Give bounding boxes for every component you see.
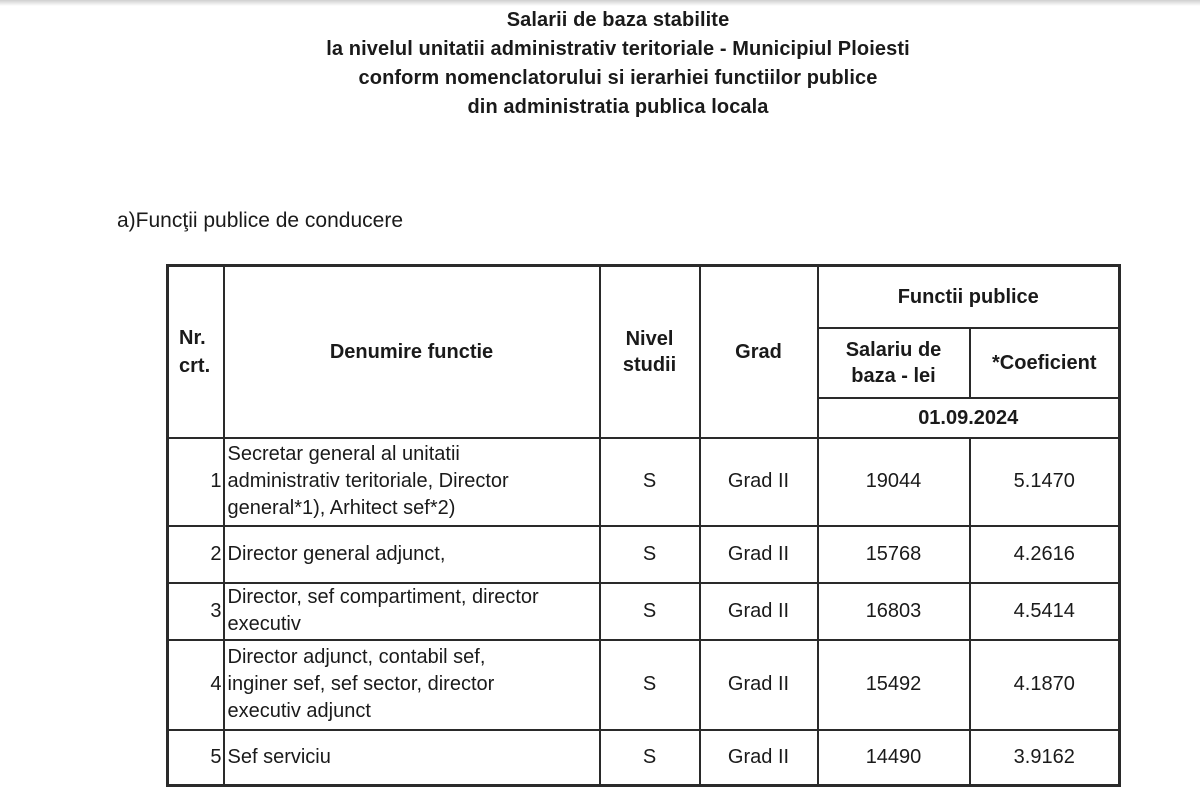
- header-nr-crt: [168, 266, 224, 438]
- row-denumire-line: Director general adjunct,: [227, 542, 446, 565]
- row-denumire-line: Secretar general al unitatii: [227, 443, 460, 465]
- row-grad: Grad II: [700, 438, 818, 526]
- header-grad: Grad: [700, 266, 818, 438]
- row-coeficient: 3.9162: [970, 730, 1120, 786]
- row-coeficient: 5.1470: [970, 438, 1120, 526]
- row-denumire-line: general*1), Arhitect sef*2): [227, 497, 456, 519]
- section-label: a)Funcţii publice de conducere: [117, 209, 404, 232]
- salary-table: [166, 264, 1121, 787]
- header-row-group: [168, 266, 1120, 328]
- row-grad: Grad II: [700, 730, 818, 786]
- row-denumire-line: executiv: [227, 613, 301, 635]
- table-row: [168, 526, 1120, 583]
- title-line-2: la nivelul unitatii administrativ teritoriale - Municipiul Ploiesti: [326, 38, 910, 60]
- row-denumire: [224, 730, 600, 786]
- row-nr: 3: [168, 583, 224, 640]
- header-baza-lei-label: baza - lei: [851, 364, 936, 387]
- document-title: [0, 6, 1200, 122]
- row-denumire-line: Director adjunct, contabil sef,: [227, 646, 486, 668]
- row-denumire: [224, 640, 600, 730]
- table-row: [168, 640, 1120, 730]
- header-nivel-studii: [600, 266, 700, 438]
- title-line-1: Salarii de baza stabilite: [506, 9, 730, 31]
- table-row: [168, 583, 1120, 640]
- table-row: [168, 438, 1120, 526]
- header-salariu-label: Salariu de: [845, 338, 942, 361]
- header-studii-label: studii: [622, 353, 677, 376]
- title-line-4: din administratia publica locala: [467, 96, 769, 118]
- row-nr: 2: [168, 526, 224, 583]
- title-line-3: conform nomenclatorului si ierarhiei functiilor publice: [358, 67, 878, 89]
- row-grad: Grad II: [700, 526, 818, 583]
- row-coeficient: 4.1870: [970, 640, 1120, 730]
- row-salariu: 16803: [818, 583, 970, 640]
- header-date: 01.09.2024: [818, 398, 1120, 438]
- row-denumire-line: administrativ teritoriale, Director: [227, 470, 509, 492]
- row-salariu: 15492: [818, 640, 970, 730]
- row-nr: 5: [168, 730, 224, 786]
- table-row: [168, 730, 1120, 786]
- row-grad: Grad II: [700, 640, 818, 730]
- row-nr: 1: [168, 438, 224, 526]
- row-nivel-studii: S: [600, 730, 700, 786]
- row-coeficient: 4.2616: [970, 526, 1120, 583]
- row-salariu: 14490: [818, 730, 970, 786]
- row-denumire-line: Sef serviciu: [227, 745, 331, 768]
- header-salariu-de-baza: [818, 328, 970, 398]
- row-denumire: [224, 583, 600, 640]
- row-salariu: 19044: [818, 438, 970, 526]
- row-grad: Grad II: [700, 583, 818, 640]
- row-denumire-line: executiv adjunct: [227, 700, 371, 722]
- header-coeficient: *Coeficient: [970, 328, 1120, 398]
- row-nivel-studii: S: [600, 640, 700, 730]
- header-functii-publice: Functii publice: [818, 266, 1120, 328]
- row-denumire-line: inginer sef, sef sector, director: [227, 673, 495, 695]
- row-nivel-studii: S: [600, 526, 700, 583]
- row-denumire-line: Director, sef compartiment, director: [227, 586, 539, 608]
- row-denumire: [224, 438, 600, 526]
- header-nr-label: Nr.: [179, 326, 206, 349]
- row-nivel-studii: S: [600, 438, 700, 526]
- row-nr: 4: [168, 640, 224, 730]
- header-nivel-label: Nivel: [625, 327, 674, 350]
- row-nivel-studii: S: [600, 583, 700, 640]
- row-coeficient: 4.5414: [970, 583, 1120, 640]
- header-denumire-functie: Denumire functie: [224, 266, 600, 438]
- row-denumire: [224, 526, 600, 583]
- header-crt-label: crt.: [179, 354, 211, 377]
- row-salariu: 15768: [818, 526, 970, 583]
